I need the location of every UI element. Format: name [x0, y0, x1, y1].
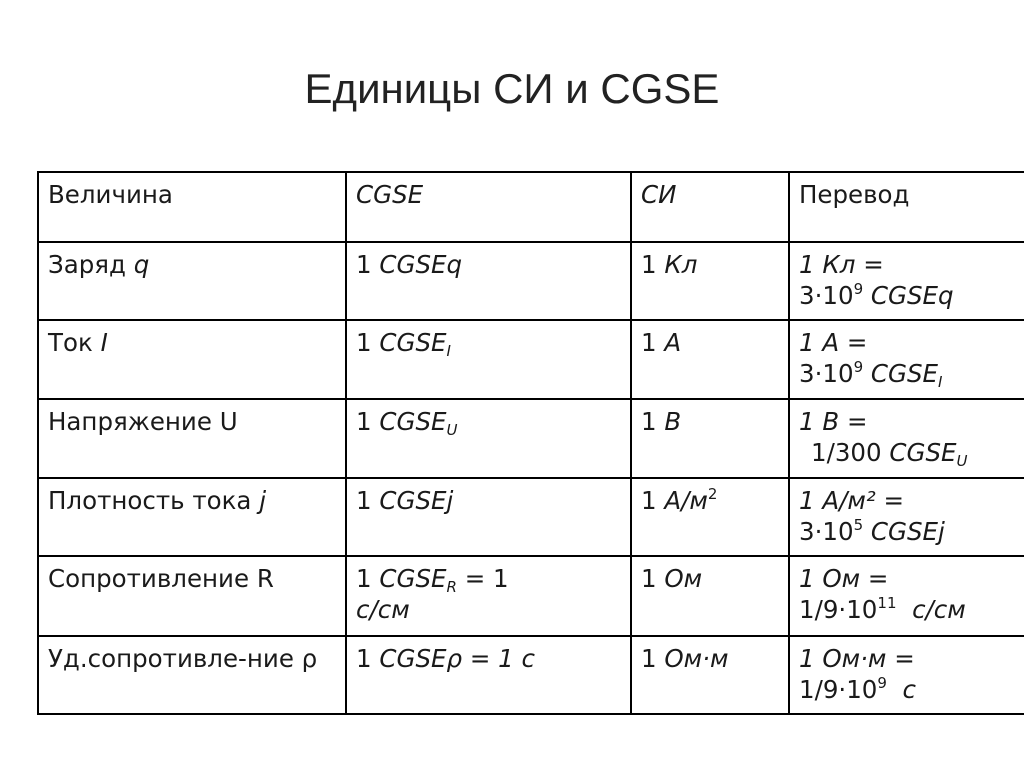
si-cell: 1 Ом [631, 556, 789, 636]
si-cell: 1 В [631, 399, 789, 478]
conversion-cell: 1 А/м² = $3\cdot 10^5$ CGSEj [789, 478, 1024, 556]
units-table [37, 171, 1024, 715]
cgse-cell: 1 CGSEj [346, 478, 631, 556]
header-quantity: Величина [38, 172, 346, 242]
table-row [38, 636, 1024, 714]
conversion-cell: 1 Ом·м = $1/9\cdot 10^9$ с [789, 636, 1024, 714]
header-conversion: Перевод [789, 172, 1024, 242]
slide-title: Единицы СИ и CGSE [304, 65, 720, 112]
conversion-cell: 1 Кл = $3\cdot 10^9$ CGSEq [789, 242, 1024, 320]
conversion-cell: 1 Ом = $1/9\cdot 10^{11}$ с/см [789, 556, 1024, 636]
cgse-cell: 1 CGSEq [346, 242, 631, 320]
quantity-cell: Заряд q [38, 242, 346, 320]
quantity-cell: Ток I [38, 320, 346, 399]
table-row [38, 478, 1024, 556]
header-cgse: CGSE [346, 172, 631, 242]
table-row [38, 320, 1024, 399]
cgse-cell: 1 $CGSE_U$ [346, 399, 631, 478]
si-cell: 1 Кл [631, 242, 789, 320]
cgse-cell: 1 $CGSE_R = 1$ с/см [346, 556, 631, 636]
header-si: СИ [631, 172, 789, 242]
cgse-cell: 1 CGSEρ = 1 с [346, 636, 631, 714]
table-header-row [38, 172, 1024, 242]
conversion-cell: 1 A = $3\cdot 10^9$ $CGSE_I$ [789, 320, 1024, 399]
cgse-cell: 1 $CGSE_I$ [346, 320, 631, 399]
quantity-cell: Плотность тока j [38, 478, 346, 556]
conversion-cell: 1 В = 1/300 $CGSE_U$ [789, 399, 1024, 478]
si-cell: 1 A [631, 320, 789, 399]
table-row [38, 399, 1024, 478]
table-row [38, 556, 1024, 636]
si-cell: 1 $А/м^2$ [631, 478, 789, 556]
table-row [38, 242, 1024, 320]
si-cell: 1 Ом·м [631, 636, 789, 714]
quantity-cell: Сопротивление R [38, 556, 346, 636]
quantity-cell: Напряжение U [38, 399, 346, 478]
quantity-cell: Уд.сопротивле-ние ρ [38, 636, 346, 714]
